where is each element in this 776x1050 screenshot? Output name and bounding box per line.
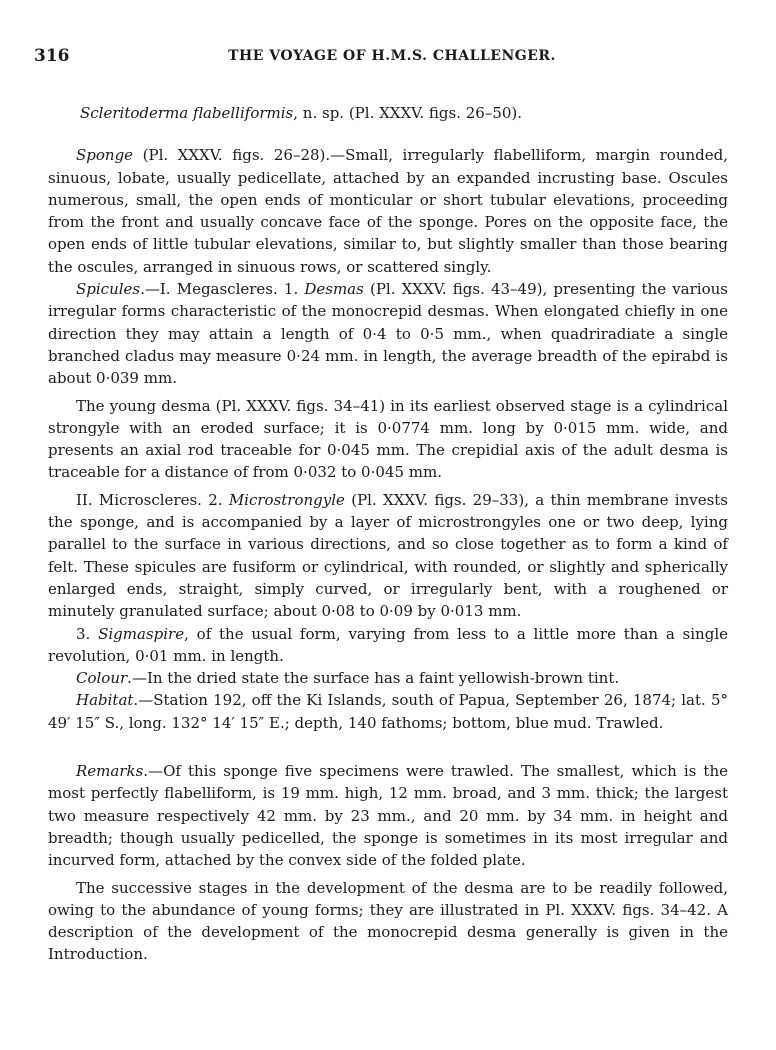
colour-paragraph — [48, 667, 728, 689]
running-title: THE VOYAGE OF H.M.S. CHALLENGER. — [228, 48, 556, 64]
species-heading — [48, 102, 728, 124]
microscleres-intro: II. Microscleres. 2. — [76, 490, 229, 509]
microscleres-paragraph — [48, 489, 728, 623]
sponge-paragraph — [48, 144, 728, 278]
sigmaspire-paragraph — [48, 623, 728, 668]
remarks-label: Remarks — [76, 762, 144, 781]
spicules-paragraph — [48, 278, 728, 389]
sigmaspire-label: Sigmaspire — [98, 624, 185, 643]
species-name: Scleritoderma flabelliformis — [80, 104, 294, 122]
habitat-label: Habitat — [76, 691, 134, 710]
development-paragraph: The successive stages in the development of the desma are to be readily followed, owing to the abundance of young forms; they are illustrated in Pl. XXXV. figs. 34–42. A description of the development of the monocrepid desma generally is given in the Introduction. — [48, 878, 728, 964]
article-body — [48, 102, 728, 966]
page-header — [34, 46, 750, 70]
spicules-intro: .—I. Megascleres. 1. — [140, 280, 305, 299]
sigmaspire-intro: 3. — [76, 624, 99, 643]
habitat-text: .—Station 192, off the Ki Islands, south of Papua, September 26, 1874; lat. 5° 49′ 15″ S., long. 132° 14′ 15″ E.; depth, 140 fathoms; bottom, blue mud. Trawled. — [48, 691, 728, 732]
young-desma-paragraph: The young desma (Pl. XXXV. figs. 34–41) in its earliest observed stage is a cylindrical strongyle with an eroded surface; it is 0·0774 mm. long by 0·015 mm. wide, and presents an axial rod traceable for 0·045 mm. The crepidial axis of the adult desma is traceable for a distance of from 0·032 to 0·045 mm. — [48, 396, 728, 482]
spicules-label: Spicules — [76, 280, 141, 299]
remarks-text: .—Of this sponge five specimens were trawled. The smallest, which is the most perfectly flabelliform, is 19 mm. high, 12 mm. broad, and 3 mm. thick; the largest two measure respectively 42 mm. by 23 mm., and 20 mm. by 34 mm. in height and breadth; though usually pedicelled, the sponge is sometimes in its most irregular and incurved form, attached by the convex side of the folded plate. — [48, 762, 728, 870]
desmas-label: Desmas — [304, 280, 364, 299]
remarks-paragraph — [48, 760, 728, 871]
species-rest: , n. sp. (Pl. XXXV. figs. 26–50). — [293, 104, 523, 122]
microscleres-text: (Pl. XXXV. figs. 29–33), a thin membrane invests the sponge, and is accompanied by a layer of microstrongyles one or two deep, lying parallel to the surface in various directions, and so close together as to form a kind of felt. These spicules are fusiform or cylindrical, with rounded, or slightly and spherically enlarged ends, straight, simply curved, or irregularly bent, with a roughened or minutely granulated surface; about 0·08 to 0·09 by 0·013 mm. — [48, 490, 728, 621]
sponge-label: Sponge — [76, 146, 134, 165]
desmas-text: (Pl. XXXV. figs. 43–49), presenting the various irregular forms characteristic of the monocrepid desmas. When elongated chiefly in one direction they may attain a length of 0·4 to 0·5 mm., when quadriradiate a single branched cladus may measure 0·24 mm. in length, the average breadth of the epirabd is about 0·039 mm. — [48, 280, 728, 388]
habitat-paragraph — [48, 689, 728, 734]
sigmaspire-text: , of the usual form, varying from less to a little more than a single revolution, 0·01 mm. in length. — [48, 624, 728, 665]
colour-text: .—In the dried state the surface has a faint yellowish-brown tint. — [127, 669, 620, 688]
page-number: 316 — [34, 46, 70, 66]
colour-label: Colour — [76, 669, 128, 688]
sponge-text: (Pl. XXXV. figs. 26–28).—Small, irregularly flabelliform, margin rounded, sinuous, lobate, usually pedicellate, attached by an expanded incrusting base. Oscules numerous, small, the open ends of monticular or short tubular elevations, proceeding from the front and usually concave face of the sponge. Pores on the opposite face, the open ends of little tubular elevations, similar to, but slightly smaller than those bearing the oscules, arranged in sinuous rows, or scattered singly. — [48, 146, 728, 276]
microstrongyle-label: Microstrongyle — [228, 490, 345, 509]
